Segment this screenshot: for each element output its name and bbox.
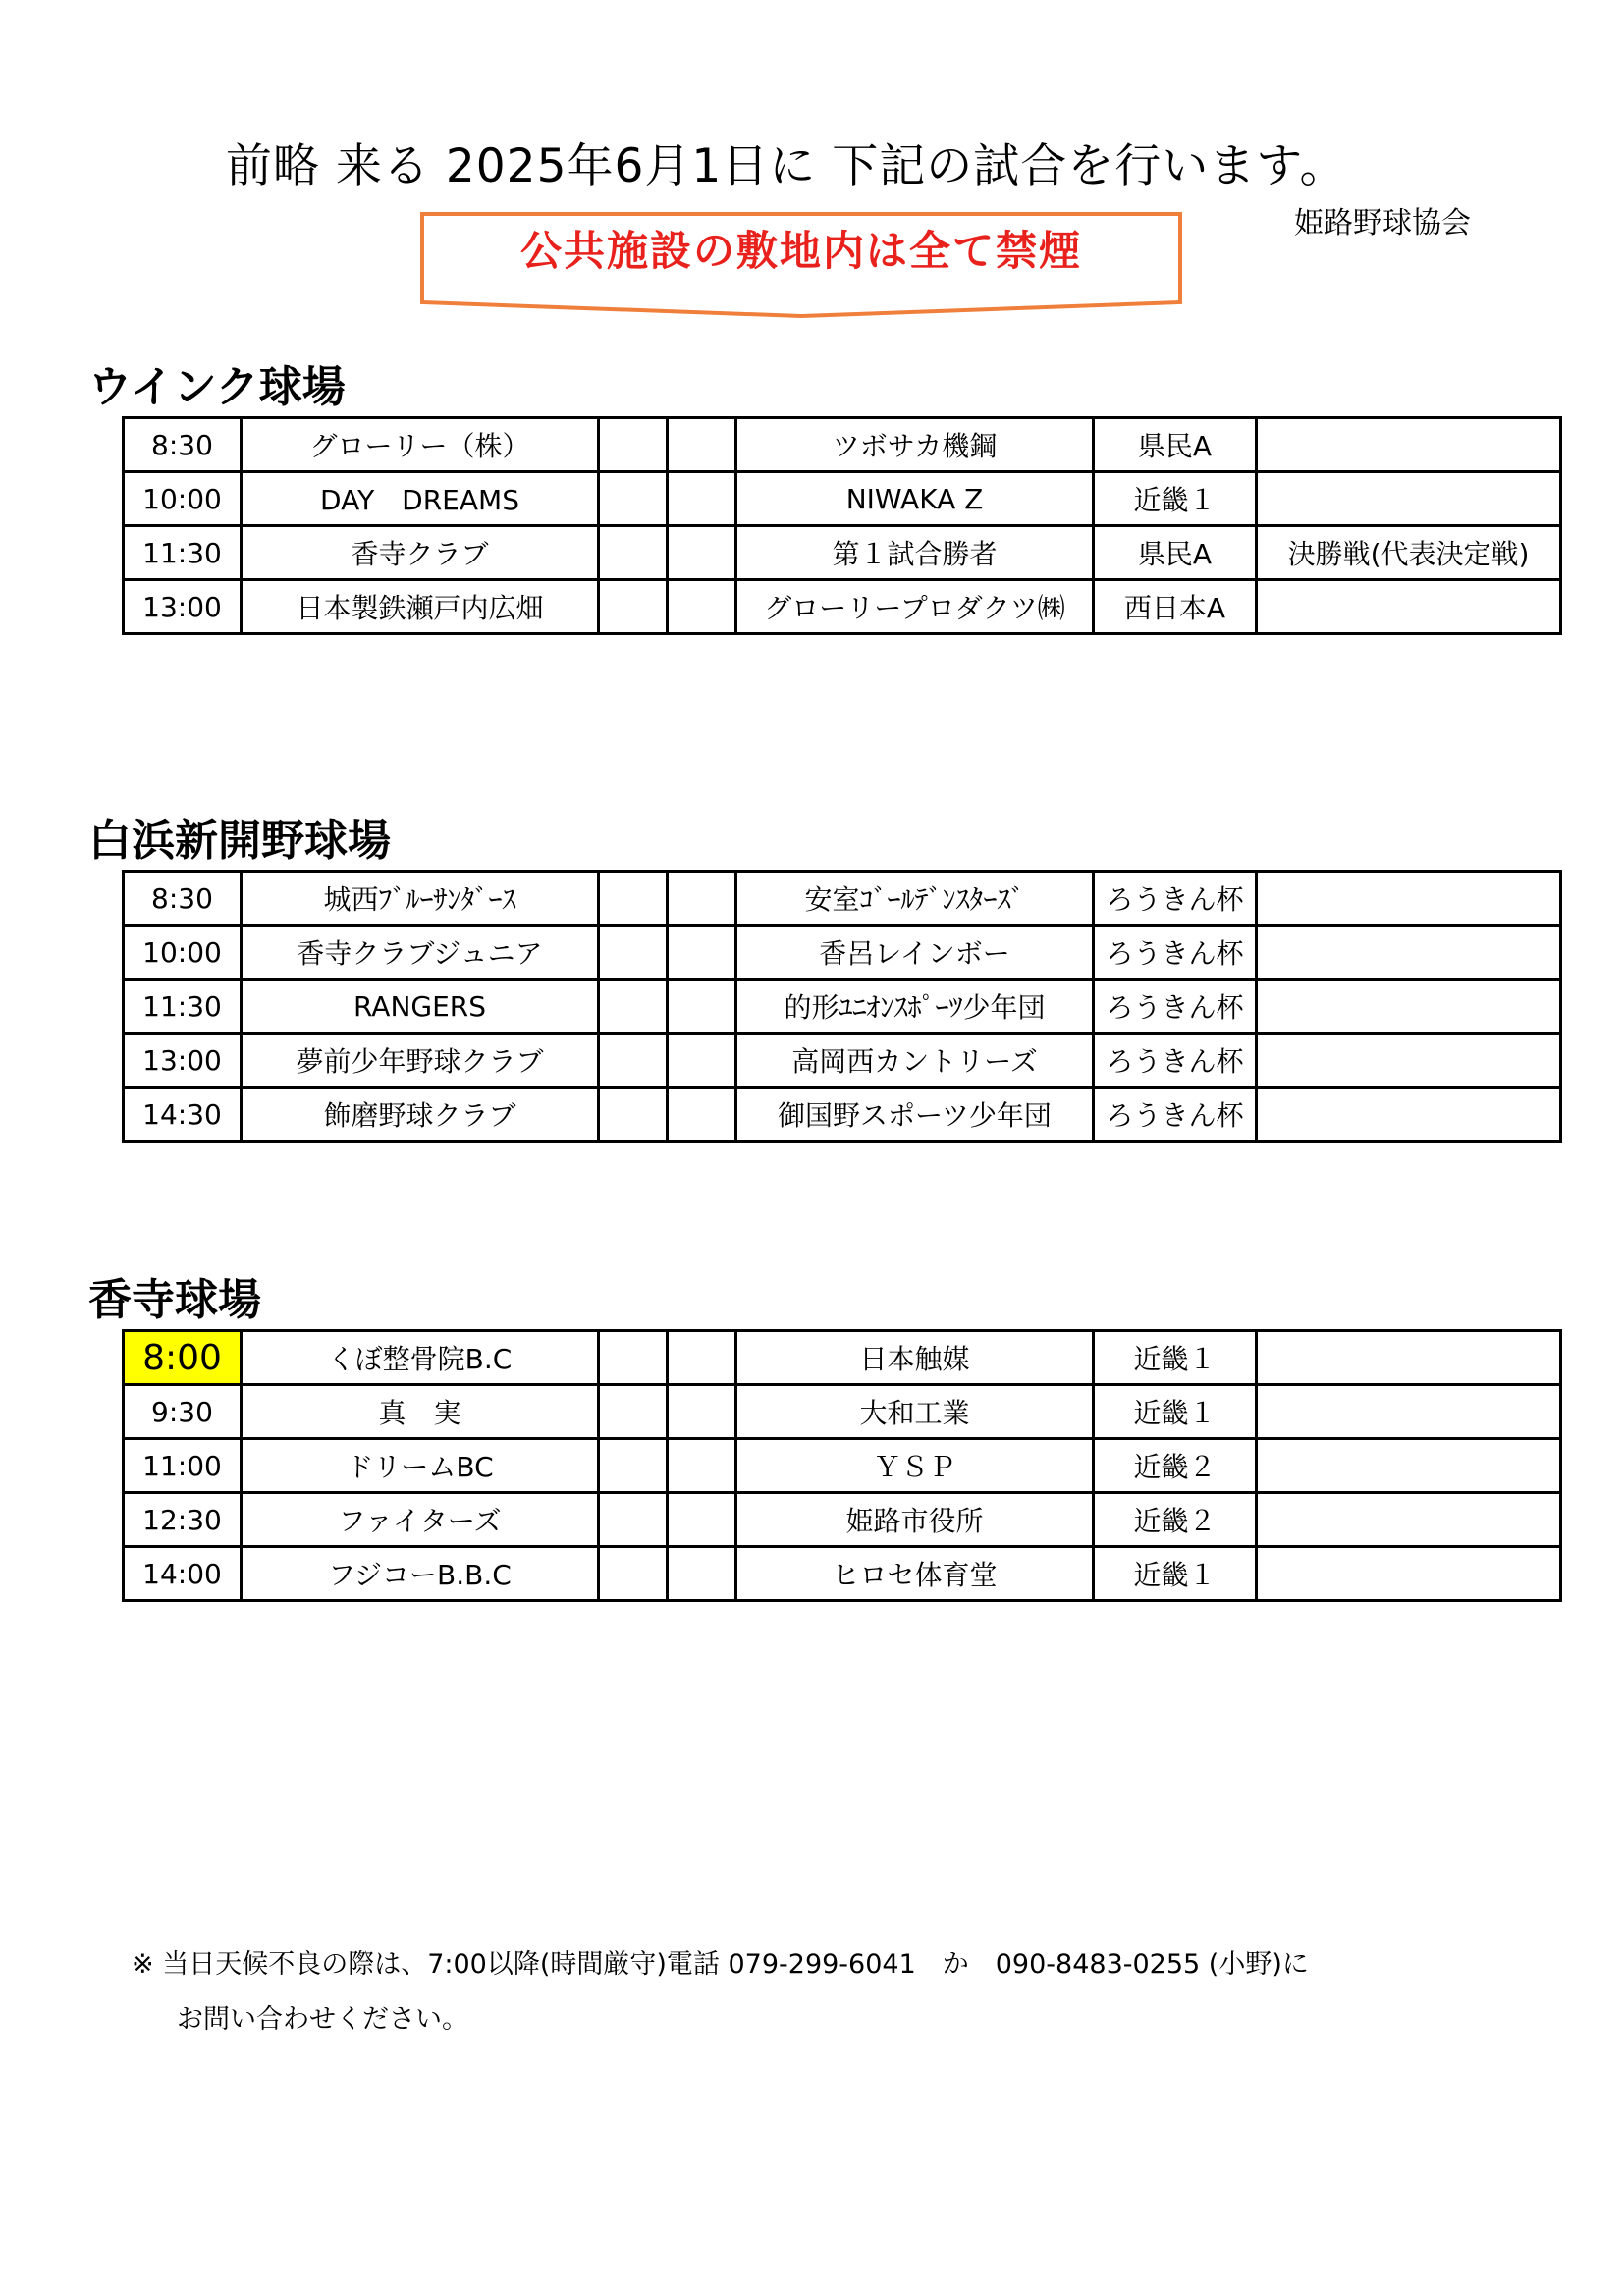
blank-score-cell <box>668 526 736 580</box>
time-cell: 11:30 <box>124 526 242 580</box>
note-cell <box>1257 1547 1561 1601</box>
away-team-cell: 姫路市役所 <box>736 1493 1094 1547</box>
page-title: 前略 来る 2025年6月1日に 下記の試合を行います。 <box>226 139 1347 193</box>
note-cell <box>1257 580 1561 634</box>
home-team-cell: グローリー（株） <box>242 418 599 472</box>
away-team-cell: 大和工業 <box>736 1385 1094 1439</box>
league-cell: ろうきん杯 <box>1094 1088 1257 1142</box>
away-team-cell: 第１試合勝者 <box>736 526 1094 580</box>
home-team-cell: 飾磨野球クラブ <box>242 1088 599 1142</box>
away-team-cell: 香呂レインボー <box>736 926 1094 980</box>
section-title: 白浜新開野球場 <box>88 816 391 866</box>
home-team-cell: DAY DREAMS <box>242 472 599 526</box>
home-team-cell: RANGERS <box>242 980 599 1034</box>
home-team-cell: ファイターズ <box>242 1493 599 1547</box>
schedule-table <box>122 416 1562 635</box>
blank-score-cell <box>668 1034 736 1088</box>
home-team-cell: ドリームBC <box>242 1439 599 1493</box>
league-cell: ろうきん杯 <box>1094 872 1257 926</box>
blank-score-cell <box>599 1439 668 1493</box>
table-row <box>124 418 1561 472</box>
away-team-cell: NIWAKA Z <box>736 472 1094 526</box>
blank-score-cell <box>668 926 736 980</box>
league-cell: 近畿１ <box>1094 472 1257 526</box>
table-row <box>124 1088 1561 1142</box>
table-row <box>124 926 1561 980</box>
blank-score-cell <box>668 472 736 526</box>
blank-score-cell <box>668 1331 736 1385</box>
league-cell: ろうきん杯 <box>1094 980 1257 1034</box>
league-cell: 近畿１ <box>1094 1385 1257 1439</box>
schedule-table <box>122 870 1562 1143</box>
notice-text: 公共施設の敷地内は全て禁煙 <box>519 227 1082 275</box>
blank-score-cell <box>668 418 736 472</box>
time-cell: 10:00 <box>124 926 242 980</box>
time-cell: 8:00 <box>124 1331 242 1385</box>
league-cell: ろうきん杯 <box>1094 926 1257 980</box>
table-row <box>124 1493 1561 1547</box>
table-row <box>124 1331 1561 1385</box>
league-cell: 近畿２ <box>1094 1493 1257 1547</box>
home-team-cell: 城西ﾌﾞﾙｰｻﾝﾀﾞｰｽ <box>242 872 599 926</box>
time-cell: 11:30 <box>124 980 242 1034</box>
time-cell: 14:00 <box>124 1547 242 1601</box>
table-row <box>124 1439 1561 1493</box>
blank-score-cell <box>599 1088 668 1142</box>
no-smoking-notice <box>418 210 1184 320</box>
away-team-cell: ＹＳＰ <box>736 1439 1094 1493</box>
table-row <box>124 1547 1561 1601</box>
league-cell: 県民A <box>1094 418 1257 472</box>
note-cell: 決勝戦(代表決定戦) <box>1257 526 1561 580</box>
away-team-cell: 御国野スポーツ少年団 <box>736 1088 1094 1142</box>
blank-score-cell <box>668 980 736 1034</box>
blank-score-cell <box>599 926 668 980</box>
blank-score-cell <box>599 418 668 472</box>
home-team-cell: 香寺クラブ <box>242 526 599 580</box>
note-cell <box>1257 472 1561 526</box>
time-cell: 9:30 <box>124 1385 242 1439</box>
note-cell <box>1257 980 1561 1034</box>
blank-score-cell <box>668 1088 736 1142</box>
away-team-cell: ツボサカ機鋼 <box>736 418 1094 472</box>
blank-score-cell <box>668 580 736 634</box>
note-cell <box>1257 1439 1561 1493</box>
blank-score-cell <box>599 526 668 580</box>
blank-score-cell <box>599 1034 668 1088</box>
time-cell: 8:30 <box>124 872 242 926</box>
league-cell: 近畿１ <box>1094 1331 1257 1385</box>
table-row <box>124 472 1561 526</box>
table-row <box>124 526 1561 580</box>
table-row <box>124 580 1561 634</box>
blank-score-cell <box>668 1547 736 1601</box>
time-cell: 11:00 <box>124 1439 242 1493</box>
blank-score-cell <box>599 1547 668 1601</box>
blank-score-cell <box>668 872 736 926</box>
note-cell <box>1257 1034 1561 1088</box>
blank-score-cell <box>668 1385 736 1439</box>
blank-score-cell <box>599 1331 668 1385</box>
blank-score-cell <box>668 1493 736 1547</box>
time-cell: 10:00 <box>124 472 242 526</box>
league-cell: 近畿１ <box>1094 1547 1257 1601</box>
time-cell: 13:00 <box>124 1034 242 1088</box>
note-cell <box>1257 1385 1561 1439</box>
note-cell <box>1257 418 1561 472</box>
table-row <box>124 1034 1561 1088</box>
league-cell: ろうきん杯 <box>1094 1034 1257 1088</box>
league-cell: 県民A <box>1094 526 1257 580</box>
footer-note-line1: ※ 当日天候不良の際は、7:00以降(時間厳守)電話 079-299-6041 か 090-8483-0255 (小野)に <box>132 1949 1309 1980</box>
section-title: ウインク球場 <box>88 362 346 412</box>
blank-score-cell <box>599 980 668 1034</box>
schedule-table <box>122 1329 1562 1602</box>
time-cell: 13:00 <box>124 580 242 634</box>
blank-score-cell <box>599 1493 668 1547</box>
time-cell: 8:30 <box>124 418 242 472</box>
home-team-cell: 香寺クラブジュニア <box>242 926 599 980</box>
away-team-cell: 高岡西カントリーズ <box>736 1034 1094 1088</box>
table-row <box>124 1385 1561 1439</box>
home-team-cell: 夢前少年野球クラブ <box>242 1034 599 1088</box>
table-row <box>124 980 1561 1034</box>
note-cell <box>1257 1088 1561 1142</box>
away-team-cell: 的形ﾕﾆｵﾝｽﾎﾟｰﾂ少年団 <box>736 980 1094 1034</box>
note-cell <box>1257 926 1561 980</box>
table-row <box>124 872 1561 926</box>
home-team-cell: くぼ整骨院B.C <box>242 1331 599 1385</box>
note-cell <box>1257 1493 1561 1547</box>
home-team-cell: 真 実 <box>242 1385 599 1439</box>
away-team-cell: 日本触媒 <box>736 1331 1094 1385</box>
blank-score-cell <box>599 472 668 526</box>
footer-note-line2: お問い合わせください。 <box>177 2004 468 2035</box>
away-team-cell: ヒロセ体育堂 <box>736 1547 1094 1601</box>
time-cell: 12:30 <box>124 1493 242 1547</box>
section-title: 香寺球場 <box>88 1275 261 1325</box>
home-team-cell: フジコーB.B.C <box>242 1547 599 1601</box>
blank-score-cell <box>668 1439 736 1493</box>
note-cell <box>1257 872 1561 926</box>
organization-name: 姫路野球協会 <box>1294 206 1471 240</box>
blank-score-cell <box>599 1385 668 1439</box>
blank-score-cell <box>599 580 668 634</box>
away-team-cell: 安室ｺﾞｰﾙﾃﾞﾝｽﾀｰｽﾞ <box>736 872 1094 926</box>
note-cell <box>1257 1331 1561 1385</box>
league-cell: 西日本A <box>1094 580 1257 634</box>
away-team-cell: グローリープロダクツ㈱ <box>736 580 1094 634</box>
league-cell: 近畿２ <box>1094 1439 1257 1493</box>
home-team-cell: 日本製鉄瀬戸内広畑 <box>242 580 599 634</box>
time-cell: 14:30 <box>124 1088 242 1142</box>
blank-score-cell <box>599 872 668 926</box>
